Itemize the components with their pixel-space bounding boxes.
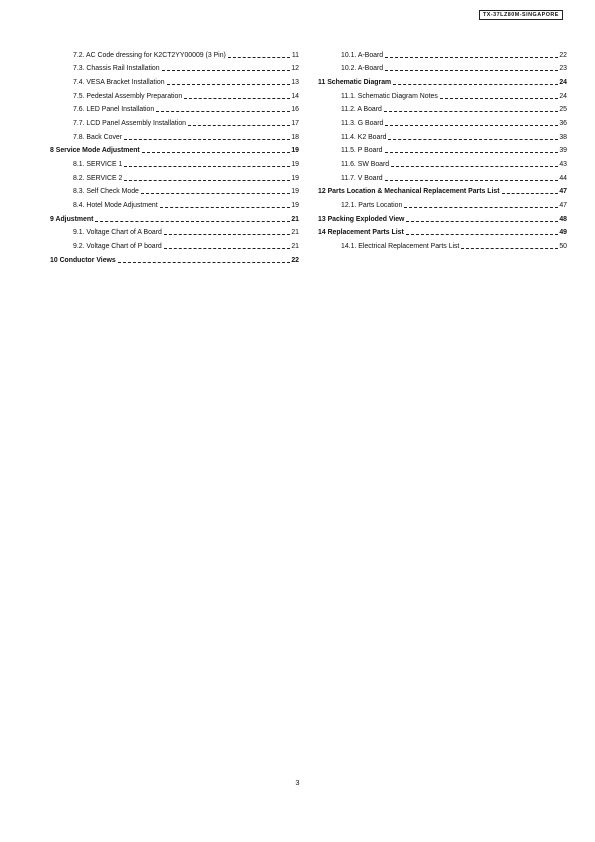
toc-right-column — [318, 46, 567, 251]
toc-leader-dashes — [406, 221, 557, 222]
toc-entry-page: 23 — [559, 65, 567, 73]
toc-entry-page: 49 — [559, 229, 567, 237]
toc-entry[interactable] — [318, 196, 567, 210]
toc-leader-dashes — [385, 180, 558, 181]
toc-entry[interactable] — [50, 87, 299, 101]
toc-entry-title: 11.3. G Board — [341, 119, 384, 127]
toc-entry-title: 7.2. AC Code dressing for K2CT2YY00009 (3 Pin) — [73, 51, 226, 59]
toc-leader-dashes — [160, 207, 290, 208]
toc-entry-title: 10.2. A-Board — [341, 65, 384, 73]
toc-entry[interactable] — [50, 237, 299, 251]
model-label: TX-37LZ80M-SINGAPORE — [479, 10, 563, 20]
toc-entry-page: 21 — [291, 242, 299, 250]
toc-entry[interactable] — [50, 142, 299, 156]
toc-entry-title: 12.1. Parts Location — [341, 201, 403, 209]
toc-entry-page: 38 — [559, 133, 567, 141]
toc-entry-title: 11 Schematic Diagram — [318, 78, 392, 86]
toc-leader-dashes — [406, 234, 558, 235]
toc-entry-title: 7.4. VESA Bracket Installation — [73, 78, 165, 86]
toc-leader-dashes — [118, 262, 290, 263]
toc-entry[interactable] — [318, 46, 567, 60]
toc-entry[interactable] — [50, 251, 299, 265]
toc-entry[interactable] — [50, 210, 299, 224]
toc-leader-dashes — [502, 193, 558, 194]
toc-entry-title: 8.4. Hotel Mode Adjustment — [73, 201, 158, 209]
toc-entry[interactable] — [50, 60, 299, 74]
toc-entry-page: 14 — [291, 92, 299, 100]
toc-entry[interactable] — [318, 128, 567, 142]
toc-leader-dashes — [184, 98, 290, 99]
toc-entry-title: 10 Conductor Views — [50, 256, 116, 264]
toc-left-column — [50, 46, 299, 265]
toc-entry-title: 8.3. Self Check Mode — [73, 188, 139, 196]
toc-entry-page: 25 — [559, 106, 567, 114]
toc-entry[interactable] — [318, 169, 567, 183]
toc-entry-page: 21 — [291, 229, 299, 237]
toc-entry-page: 19 — [291, 160, 299, 168]
toc-entry-page: 48 — [559, 215, 567, 223]
toc-entry-page: 11 — [291, 51, 299, 59]
toc-entry[interactable] — [50, 183, 299, 197]
toc-entry-page: 24 — [559, 92, 567, 100]
toc-leader-dashes — [141, 193, 290, 194]
toc-leader-dashes — [142, 152, 290, 153]
toc-entry-title: 11.7. V Board — [341, 174, 383, 182]
toc-entry-title: 7.6. LED Panel Installation — [73, 106, 155, 114]
toc-leader-dashes — [440, 98, 558, 99]
toc-entry-title: 7.5. Pedestal Assembly Preparation — [73, 92, 183, 100]
toc-entry-page: 43 — [559, 160, 567, 168]
toc-entry-page: 22 — [291, 256, 299, 264]
toc-entry-title: 9.1. Voltage Chart of A Board — [73, 229, 162, 237]
toc-entry-title: 9.2. Voltage Chart of P board — [73, 242, 162, 250]
toc-entry-title: 10.1. A-Board — [341, 51, 384, 59]
toc-entry[interactable] — [318, 60, 567, 74]
toc-entry-page: 13 — [291, 78, 299, 86]
toc-leader-dashes — [124, 139, 290, 140]
toc-entry-page: 50 — [559, 242, 567, 250]
toc-entry[interactable] — [318, 114, 567, 128]
toc-entry[interactable] — [318, 101, 567, 115]
toc-entry-title: 11.5. P Board — [341, 147, 383, 155]
toc-entry[interactable] — [50, 128, 299, 142]
toc-entry-title: 7.8. Back Cover — [73, 133, 123, 141]
toc-entry[interactable] — [318, 73, 567, 87]
toc-entry[interactable] — [318, 210, 567, 224]
toc-entry[interactable] — [318, 237, 567, 251]
toc-entry-title: 11.6. SW Board — [341, 160, 390, 168]
toc-entry[interactable] — [50, 101, 299, 115]
toc-leader-dashes — [393, 84, 558, 85]
toc-entry[interactable] — [50, 114, 299, 128]
toc-leader-dashes — [404, 207, 558, 208]
toc-entry-title: 13 Packing Exploded View — [318, 215, 405, 223]
toc-entry-title: 12 Parts Location & Mechanical Replacement Parts List — [318, 188, 500, 196]
toc-entry-title: 11.2. A Board — [341, 106, 382, 114]
toc-entry[interactable] — [318, 155, 567, 169]
toc-entry-page: 21 — [291, 215, 299, 223]
toc-leader-dashes — [385, 152, 558, 153]
toc-leader-dashes — [162, 70, 290, 71]
toc-leader-dashes — [188, 125, 290, 126]
toc-entry[interactable] — [50, 169, 299, 183]
toc-entry-page: 22 — [559, 51, 567, 59]
toc-entry-page: 19 — [291, 188, 299, 196]
toc-entry-title: 8.2. SERVICE 2 — [73, 174, 123, 182]
toc-leader-dashes — [385, 57, 558, 58]
toc-leader-dashes — [391, 166, 558, 167]
toc-entry[interactable] — [50, 73, 299, 87]
toc-entry-title: 9 Adjustment — [50, 215, 94, 223]
toc-entry-page: 19 — [291, 201, 299, 209]
toc-entry-title: 8.1. SERVICE 1 — [73, 160, 123, 168]
toc-leader-dashes — [124, 166, 290, 167]
toc-entry-page: 19 — [291, 174, 299, 182]
toc-entry-page: 16 — [291, 106, 299, 114]
toc-entry-page: 17 — [291, 119, 299, 127]
toc-entry[interactable] — [318, 224, 567, 238]
toc-entry[interactable] — [50, 155, 299, 169]
toc-entry-title: 7.3. Chassis Rail Installation — [73, 65, 160, 73]
toc-entry-title: 14 Replacement Parts List — [318, 229, 404, 237]
toc-leader-dashes — [164, 248, 290, 249]
toc-leader-dashes — [167, 84, 290, 85]
toc-leader-dashes — [388, 139, 557, 140]
toc-entry-page: 24 — [559, 78, 567, 86]
toc-leader-dashes — [384, 111, 558, 112]
toc-entry[interactable] — [318, 183, 567, 197]
toc-entry-title: 11.4. K2 Board — [341, 133, 387, 141]
toc-leader-dashes — [385, 70, 558, 71]
toc-leader-dashes — [156, 111, 290, 112]
toc-entry[interactable] — [50, 46, 299, 60]
toc-entry-page: 47 — [559, 201, 567, 209]
toc-entry-page: 19 — [291, 147, 299, 155]
toc-entry-title: 8 Service Mode Adjustment — [50, 147, 140, 155]
toc-leader-dashes — [164, 234, 290, 235]
toc-entry-title: 7.7. LCD Panel Assembly Installation — [73, 119, 186, 127]
toc-entry-page: 39 — [559, 147, 567, 155]
toc-entry-title: 14.1. Electrical Replacement Parts List — [341, 242, 460, 250]
toc-leader-dashes — [95, 221, 289, 222]
toc-entry-page: 44 — [559, 174, 567, 182]
toc-entry-page: 18 — [291, 133, 299, 141]
toc-entry[interactable] — [318, 87, 567, 101]
toc-entry[interactable] — [50, 224, 299, 238]
toc-entry-page: 36 — [559, 119, 567, 127]
toc-entry[interactable] — [318, 142, 567, 156]
toc-leader-dashes — [124, 180, 290, 181]
toc-leader-dashes — [228, 57, 291, 58]
toc-entry-title: 11.1. Schematic Diagram Notes — [341, 92, 438, 100]
toc-leader-dashes — [385, 125, 557, 126]
page-number: 3 — [295, 778, 300, 787]
toc-entry-page: 47 — [559, 188, 567, 196]
toc-leader-dashes — [461, 248, 557, 249]
toc-entry-page: 12 — [291, 65, 299, 73]
toc-entry[interactable] — [50, 196, 299, 210]
